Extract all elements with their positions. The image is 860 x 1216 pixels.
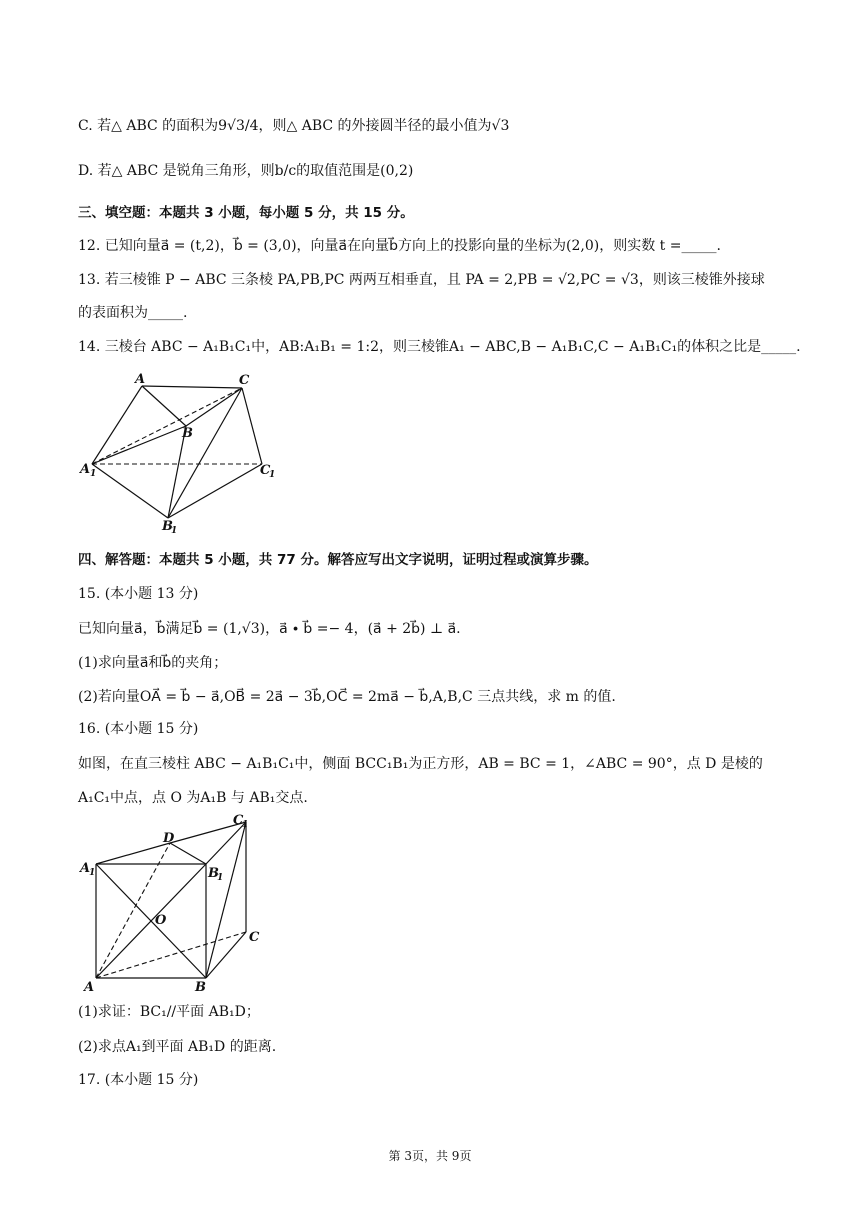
- label-D: D: [163, 831, 175, 846]
- question-16-stem-line2: A₁C₁中点，点 O 为A₁B 与 AB₁交点.: [78, 790, 308, 806]
- label-B1-sub: 1: [171, 526, 178, 535]
- edge-A1B: [92, 426, 186, 464]
- question-16-part2: (2)求点A₁到平面 AB₁D 的距离.: [78, 1039, 277, 1055]
- edge-A1D: [96, 843, 170, 864]
- section-fill-blank-heading: 三、填空题：本题共 3 小题，每小题 5 分，共 15 分。: [78, 205, 414, 221]
- label-B1: B: [162, 519, 173, 534]
- label-A1: A: [80, 861, 91, 876]
- section-answer-heading: 四、解答题：本题共 5 小题，共 77 分。解答应写出文字说明，证明过程或演算步骤。: [78, 552, 598, 568]
- question-13-line2: 的表面积为_____.: [78, 305, 188, 321]
- option-d: D. 若△ ABC 是锐角三角形，则b/c的取值范围是(0,2): [78, 163, 414, 179]
- edge-CC1: [242, 388, 262, 464]
- label-C: C: [249, 930, 260, 945]
- label-A1: A: [80, 462, 91, 477]
- question-14: 14. 三棱台 ABC − A₁B₁C₁中，AB:A₁B₁ = 1:2，则三棱锥A₁ − ABC,B − A₁B₁C,C − A₁B₁C₁的体积之比是_____.: [78, 339, 801, 355]
- label-A: A: [135, 372, 146, 387]
- edge-AC: [142, 386, 242, 388]
- question-13-line1: 13. 若三棱锥 P − ABC 三条棱 PA,PB,PC 两两互相垂直，且 PA = 2,PB = √2,PC = √3，则该三棱锥外接球: [78, 272, 765, 288]
- edge-AA1: [92, 386, 142, 464]
- label-A1-sub: 1: [90, 469, 97, 479]
- label-C1: C: [233, 813, 244, 828]
- label-A1-sub: 1: [89, 868, 96, 878]
- question-15-heading: 15. (本小题 13 分): [78, 586, 199, 602]
- label-A: A: [84, 980, 95, 995]
- question-12: 12. 已知向量a⃗ = (t,2)，b⃗ = (3,0)，向量a⃗在向量b⃗方向上的投影向量的坐标为(2,0)，则实数 t =_____.: [78, 238, 721, 254]
- label-B1-sub: 1: [217, 873, 224, 883]
- label-B: B: [182, 426, 193, 441]
- question-17-heading: 17. (本小题 15 分): [78, 1072, 199, 1088]
- question-15-part1: (1)求向量a⃗和b⃗的夹角；: [78, 655, 228, 671]
- label-C1: C: [260, 463, 271, 478]
- edge-BC: [186, 388, 242, 426]
- page-footer: 第 3页，共 9页: [388, 1149, 472, 1163]
- edge-A1B1: [92, 464, 168, 518]
- frustum-figure: [78, 370, 283, 535]
- label-B: B: [195, 980, 206, 995]
- question-16-stem-line1: 如图，在直三棱柱 ABC − A₁B₁C₁中，侧面 BCC₁B₁为正方形，AB = BC = 1，∠ABC = 90°，点 D 是棱的: [78, 756, 763, 772]
- question-16-part1: (1)求证：BC₁//平面 AB₁D；: [78, 1004, 260, 1020]
- option-c: C. 若△ ABC 的面积为9√3/4，则△ ABC 的外接圆半径的最小值为√3: [78, 118, 510, 134]
- edge-AD-hidden: [96, 843, 170, 978]
- edge-DB1: [170, 843, 206, 864]
- question-16-heading: 16. (本小题 15 分): [78, 721, 199, 737]
- edge-A1C-hidden: [92, 388, 242, 464]
- question-15-stem: 已知向量a⃗，b⃗满足b⃗ = (1,√3)，a⃗ ∙ b⃗ =− 4，(a⃗ + 2b⃗) ⊥ a⃗.: [78, 621, 461, 637]
- label-C1-sub: 1: [269, 470, 276, 480]
- edge-B1C: [168, 388, 242, 518]
- label-C: C: [239, 373, 250, 388]
- label-O: O: [155, 913, 167, 928]
- label-B1: B: [208, 866, 219, 881]
- question-15-part2: (2)若向量OA⃗ = b⃗ − a⃗,OB⃗ = 2a⃗ − 3b⃗,OC⃗ = 2ma⃗ − b⃗,A,B,C 三点共线，求 m 的值.: [78, 689, 616, 705]
- prism-figure: [78, 810, 278, 995]
- edge-B1C1: [168, 464, 262, 518]
- label-C1-sub: 1: [242, 820, 249, 830]
